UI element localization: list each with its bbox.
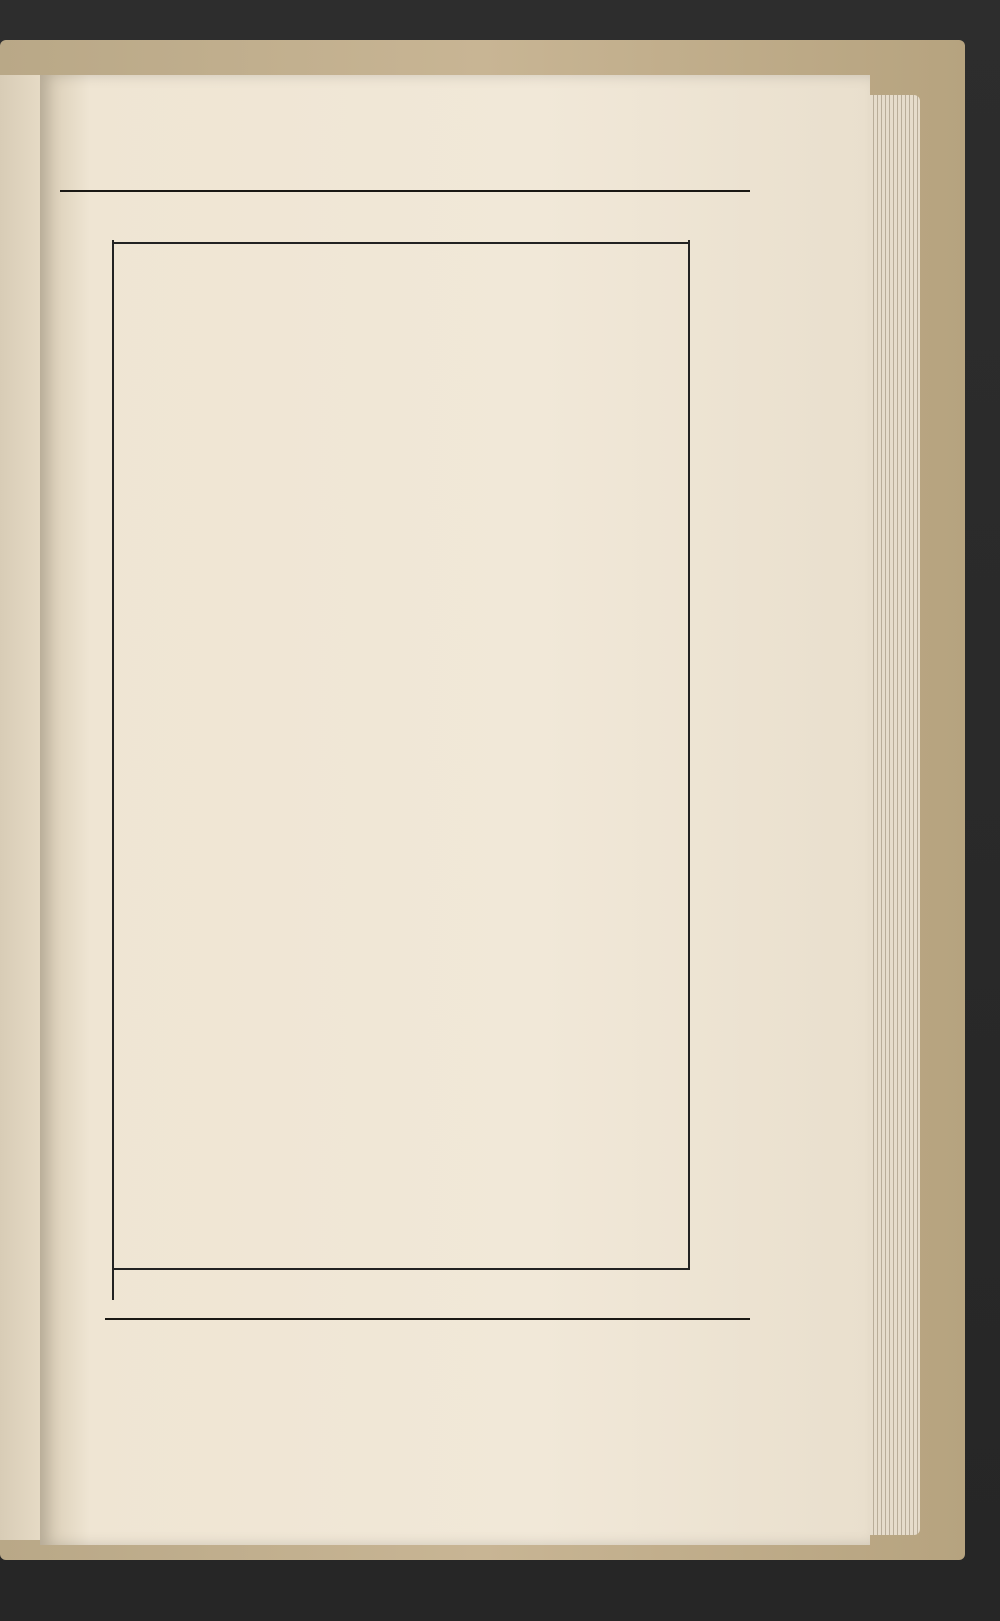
text-line (122, 454, 707, 505)
body-text (122, 250, 707, 1372)
left-frame-rule (112, 240, 114, 1300)
text-line (122, 250, 707, 301)
text-line (122, 505, 707, 556)
text-line (122, 301, 707, 352)
text-line (122, 811, 707, 862)
text-line (122, 862, 707, 913)
text-line (122, 607, 707, 658)
text-line (122, 1117, 707, 1168)
text-line (122, 658, 707, 709)
text-line (122, 964, 707, 1015)
text-line (122, 1015, 707, 1066)
text-line (122, 1066, 707, 1117)
text-line (122, 1168, 707, 1219)
text-line (122, 760, 707, 811)
left-ornament-band (60, 190, 110, 1320)
text-line (122, 709, 707, 760)
text-line (122, 403, 707, 454)
top-ornament-band (60, 125, 780, 195)
text-line (122, 352, 707, 403)
text-line (122, 913, 707, 964)
text-line (122, 1219, 707, 1270)
page-header (160, 196, 710, 242)
text-line (122, 556, 707, 607)
header-rule (112, 242, 690, 244)
page-footer (120, 1275, 710, 1325)
text-line (122, 1321, 707, 1372)
